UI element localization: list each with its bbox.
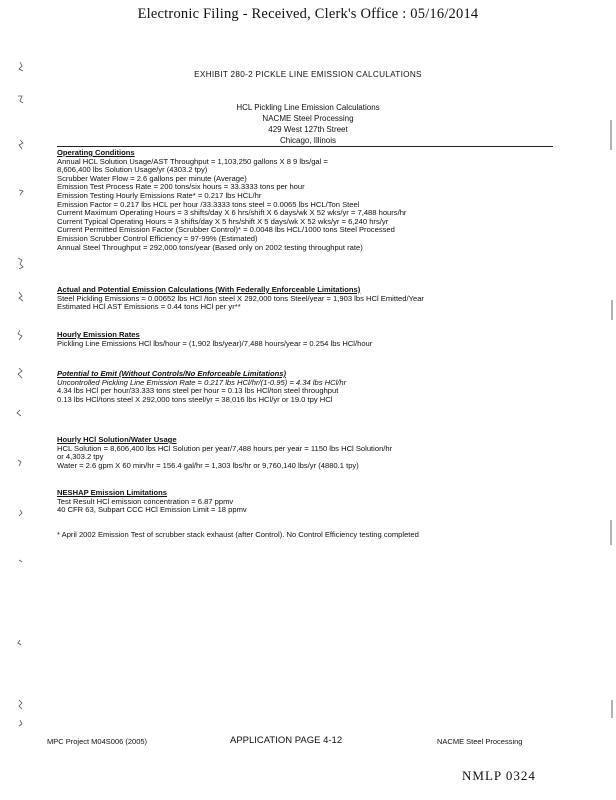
text-line: 8,606,400 lbs Solution Usage/yr (4303.2 tpy) <box>57 165 208 175</box>
text-line: HCL Solution = 8,606,400 lbs HCl Solution per year/7,488 hours per year = 1150 lbs HCl Solution/hr <box>57 443 393 453</box>
text-line: Annual Steel Throughput = 292,000 tons/year (Based only on 2002 testing throughput rate) <box>57 242 363 252</box>
city-state: Chicago, Illinois <box>279 136 337 145</box>
text-line: 40 CFR 63, Subpart CCC HCl Emission Limit = 18 ppmv <box>57 505 247 515</box>
scan-edge-marks <box>602 0 616 800</box>
footer-company: NACME Steel Processing <box>437 737 523 746</box>
text-line: 0.13 lbs HCl/tons steel X 292,000 tons steel/yr = 38,016 lbs HCl/yr or 19.0 tpy HCl <box>57 394 333 404</box>
footnote <box>57 531 557 540</box>
footer-page-label: APPLICATION PAGE 4-12 <box>230 735 343 746</box>
bates-number: NMLP 0324 <box>462 768 536 783</box>
text-line: Emission Test Process Rate = 200 tons/six hours = 33.3333 tons per hour <box>57 182 305 192</box>
text-line: Test Result HCl emission concentration = 6.87 ppmv <box>57 496 234 506</box>
company-name: NACME Steel Processing <box>262 114 354 123</box>
title-divider <box>57 146 553 147</box>
footer-project: MPC Project M04S006 (2005) <box>47 737 148 746</box>
title-block <box>0 102 616 146</box>
actual-potential-section <box>57 286 557 312</box>
text-line: Current Typical Operating Hours = 3 shifts/day X 5 hrs/shift X 5 days/wk X 52 wks/yr = 6,240 hrs/yr <box>57 216 389 226</box>
text-line: Annual HCL Solution Usage/AST Throughput = 1,103,250 gallons X 8 9 lbs/gal = <box>57 156 328 166</box>
text-line: Emission Factor = 0.217 lbs HCL per hour /33.3333 tons steel = 0.0065 lbs HCL/Ton Steel <box>57 199 360 209</box>
text-line: Scrubber Water Flow = 2.6 gallons per minute (Average) <box>57 173 247 183</box>
scan-margin-marks <box>0 0 40 800</box>
title-line-1: HCL Pickling Line Emission Calculations <box>236 103 380 112</box>
text-line: 4.34 lbs HCl per hour/33.333 tons steel per hour = 0.13 lbs HCl/ton steel throughput <box>57 386 339 396</box>
text-line: Emission Testing Hourly Emissions Rate* = 0.217 lbs HCL/hr <box>57 190 262 200</box>
section-heading: Hourly Emission Rates <box>57 330 140 339</box>
potential-to-emit-section <box>57 370 557 404</box>
exhibit-title: EXHIBIT 280-2 PICKLE LINE EMISSION CALCULATIONS <box>194 70 422 79</box>
filing-stamp: Electronic Filing - Received, Clerk's Office : 05/16/2014 <box>137 6 479 22</box>
section-heading: Potential to Emit (Without Controls/No Enforceable Limitations) <box>57 369 287 378</box>
section-heading: Actual and Potential Emission Calculations (With Federally Enforceable Limitations) <box>57 285 361 294</box>
text-line: Estimated HCl AST Emissions = 0.44 tons HCl per yr** <box>57 302 241 312</box>
street-address: 429 West 127th Street <box>268 125 348 134</box>
text-line: Pickling Line Emissions HCl lbs/hour = (1,902 lbs/year)/7,488 hours/year = 0.254 lbs HCl/hour <box>57 338 373 348</box>
text-line: Current Permitted Emission Factor (Scrubber Control)* = 0.0048 lbs HCL/1000 tons Steel Processed <box>57 225 395 235</box>
text-line: or 4,303.2 tpy <box>57 452 104 462</box>
section-heading: Operating Conditions <box>57 148 135 157</box>
text-line: Water = 2.6 gpm X 60 min/hr = 156.4 gal/hr = 1,303 lbs/hr or 9,760,140 lbs/yr (4880.1 tpy) <box>57 460 359 470</box>
text-line: Emission Scrubber Control Efficiency = 97-99% (Estimated) <box>57 233 258 243</box>
section-heading: Hourly HCl Solution/Water Usage <box>57 435 177 444</box>
hourly-emission-section <box>57 331 557 348</box>
footnote-text: * April 2002 Emission Test of scrubber stack exhaust (after Control). No Control Efficiency testing completed <box>57 530 419 539</box>
section-heading: NESHAP Emission Limitations <box>57 488 167 497</box>
text-line: Current Maximum Operating Hours = 3 shifts/day X 6 hrs/shift X 6 days/wk X 52 wks/yr = 7,488 hours/hr <box>57 208 407 218</box>
text-line: Steel Pickling Emissions = 0.00652 lbs HCl /ton steel X 292,000 tons Steel/year = 1,903 lbs HCl Emitted/Year <box>57 293 424 303</box>
neshap-section <box>57 489 557 515</box>
hourly-solution-section <box>57 436 557 470</box>
text-line: Uncontrolled Pickling Line Emission Rate = 0.217 lbs HCl/hr/(1-0.95) = 4.34 lbs HCl/hr <box>57 377 347 387</box>
operating-conditions-section <box>57 149 557 252</box>
